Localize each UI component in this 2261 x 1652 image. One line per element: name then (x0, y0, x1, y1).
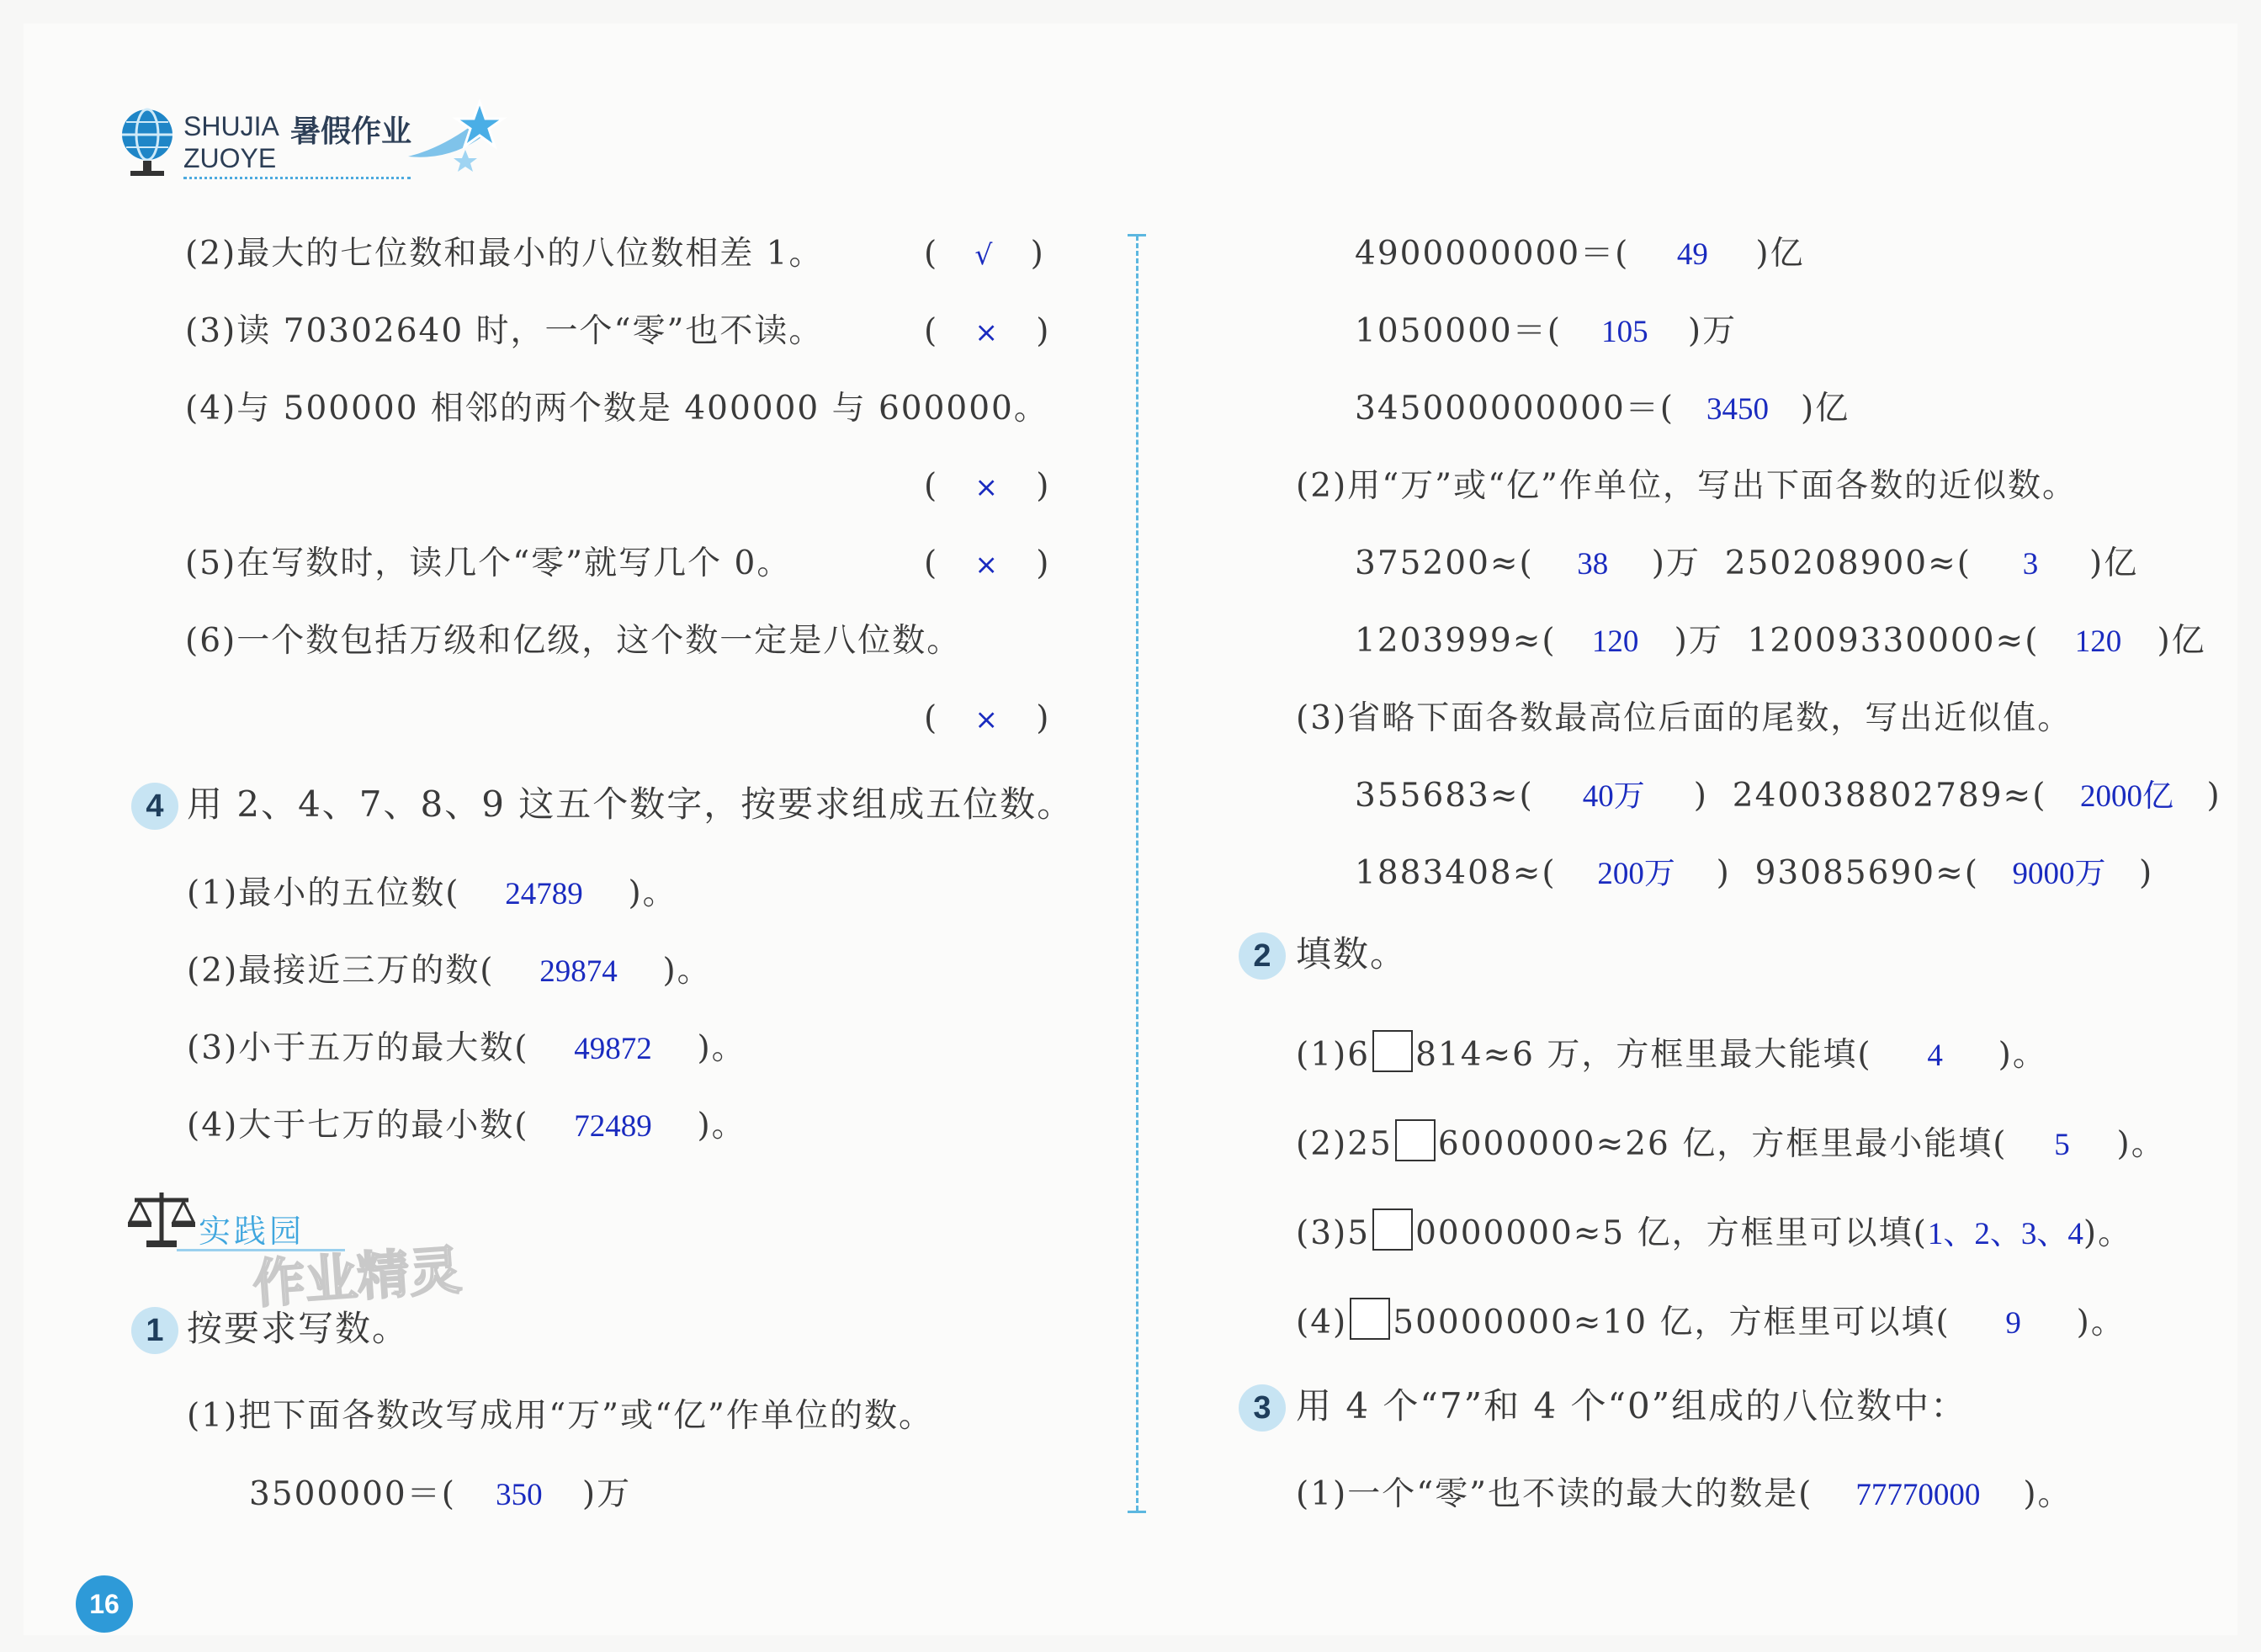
divider-cap-bottom (1128, 1511, 1146, 1513)
answer-box (1395, 1119, 1436, 1161)
judge-item-2: (2)最大的七位数和最小的八位数相差 1。 (185, 235, 824, 273)
conv-item-4: 345000000000＝( 3450 )亿 (1355, 390, 1850, 428)
divider-cap-top (1128, 234, 1146, 236)
page-number: 16 (76, 1575, 133, 1633)
shooting-star-icon (408, 98, 509, 182)
fill-item-4: (4) 50000000≈10 亿，方框里可以填( 9 )。 (1296, 1298, 2126, 1340)
estimate-row-2: 1883408≈( 200万 ) 93085690≈( 9000万 ) (1355, 854, 2154, 892)
brand-dotted-line (183, 177, 411, 179)
brand-title: 暑假作业 (290, 114, 412, 149)
question-4-title: 用 2、4、7、8、9 这五个数字，按要求组成五位数。 (187, 784, 1075, 825)
fill-item-2: (2)25 6000000≈26 亿，方框里最小能填( 5 )。 (1296, 1119, 2166, 1161)
approx-row-2: 1203999≈( 120 )万 12009330000≈( 120 )亿 (1355, 622, 2206, 660)
p3-item-1: (1)一个“零”也不读的最大的数是( 77770000 )。 (1296, 1475, 2073, 1513)
practice-3-title: 用 4 个“7”和 4 个“0”组成的八位数中： (1296, 1385, 1968, 1426)
column-divider (1136, 236, 1138, 1511)
globe-icon (118, 105, 177, 181)
judge-answer-3: ( × ) (924, 312, 1051, 350)
conv-item-2: 4900000000＝( 49 )亿 (1355, 235, 1805, 273)
header-logo (118, 101, 513, 185)
conv-item-1: 3500000＝( 350 )万 (249, 1475, 632, 1513)
brand-line2: ZUOYE (183, 143, 277, 173)
practice-badge-1: 1 (131, 1307, 178, 1354)
fill-item-1: (1)6 814≈6 万，方框里最大能填( 4 )。 (1296, 1030, 2047, 1072)
q4-item-2: (2)最接近三万的数( 29874 )。 (187, 952, 712, 990)
question-badge-4: 4 (131, 783, 178, 830)
practice-1-sub: (1)把下面各数改写成用“万”或“亿”作单位的数。 (187, 1397, 933, 1435)
answer-box (1372, 1208, 1413, 1251)
estimate-subtitle: (3)省略下面各数最高位后面的尾数，写出近似值。 (1296, 699, 2073, 737)
judge-answer-6: ( × ) (924, 699, 1051, 737)
judge-item-4: (4)与 500000 相邻的两个数是 400000 与 600000。 (185, 390, 1048, 428)
brand-line1: SHUJIA (183, 111, 279, 141)
scale-icon (128, 1188, 195, 1251)
practice-badge-2: 2 (1239, 932, 1286, 980)
approx-row-1: 375200≈( 38 )万 250208900≈( 3 )亿 (1355, 544, 2139, 582)
judge-item-6: (6)一个数包括万级和亿级，这个数一定是八位数。 (185, 622, 962, 660)
estimate-row-1: 355683≈( 40万 ) 240038802789≈( 2000亿 ) (1355, 777, 2221, 815)
fill-item-3: (3)5 0000000≈5 亿，方框里可以填(1、2、3、4)。 (1296, 1208, 2132, 1251)
judge-answer-4: ( × ) (924, 467, 1051, 505)
practice-badge-3: 3 (1239, 1384, 1286, 1432)
judge-item-5: (5)在写数时，读几个“零”就写几个 0。 (185, 544, 792, 582)
judge-item-3: (3)读 70302640 时，一个“零”也不读。 (185, 312, 824, 350)
answer-box (1350, 1298, 1390, 1340)
answer-box (1372, 1030, 1413, 1072)
practice-2-title: 填数。 (1296, 933, 1408, 975)
practice-title: 实践园 (199, 1213, 305, 1250)
watermark: 作业精灵 (251, 1239, 464, 1315)
judge-answer-2: ( √ ) (924, 235, 1045, 273)
judge-answer-5: ( × ) (924, 544, 1051, 582)
approx-subtitle: (2)用“万”或“亿”作单位，写出下面各数的近似数。 (1296, 467, 2077, 505)
q4-item-4: (4)大于七万的最小数( 72489 )。 (187, 1107, 746, 1145)
q4-item-1: (1)最小的五位数( 24789 )。 (187, 874, 677, 912)
q4-item-3: (3)小于五万的最大数( 49872 )。 (187, 1029, 746, 1067)
conv-item-3: 1050000＝( 105 )万 (1355, 312, 1738, 350)
practice-1-title: 按要求写数。 (187, 1308, 410, 1349)
